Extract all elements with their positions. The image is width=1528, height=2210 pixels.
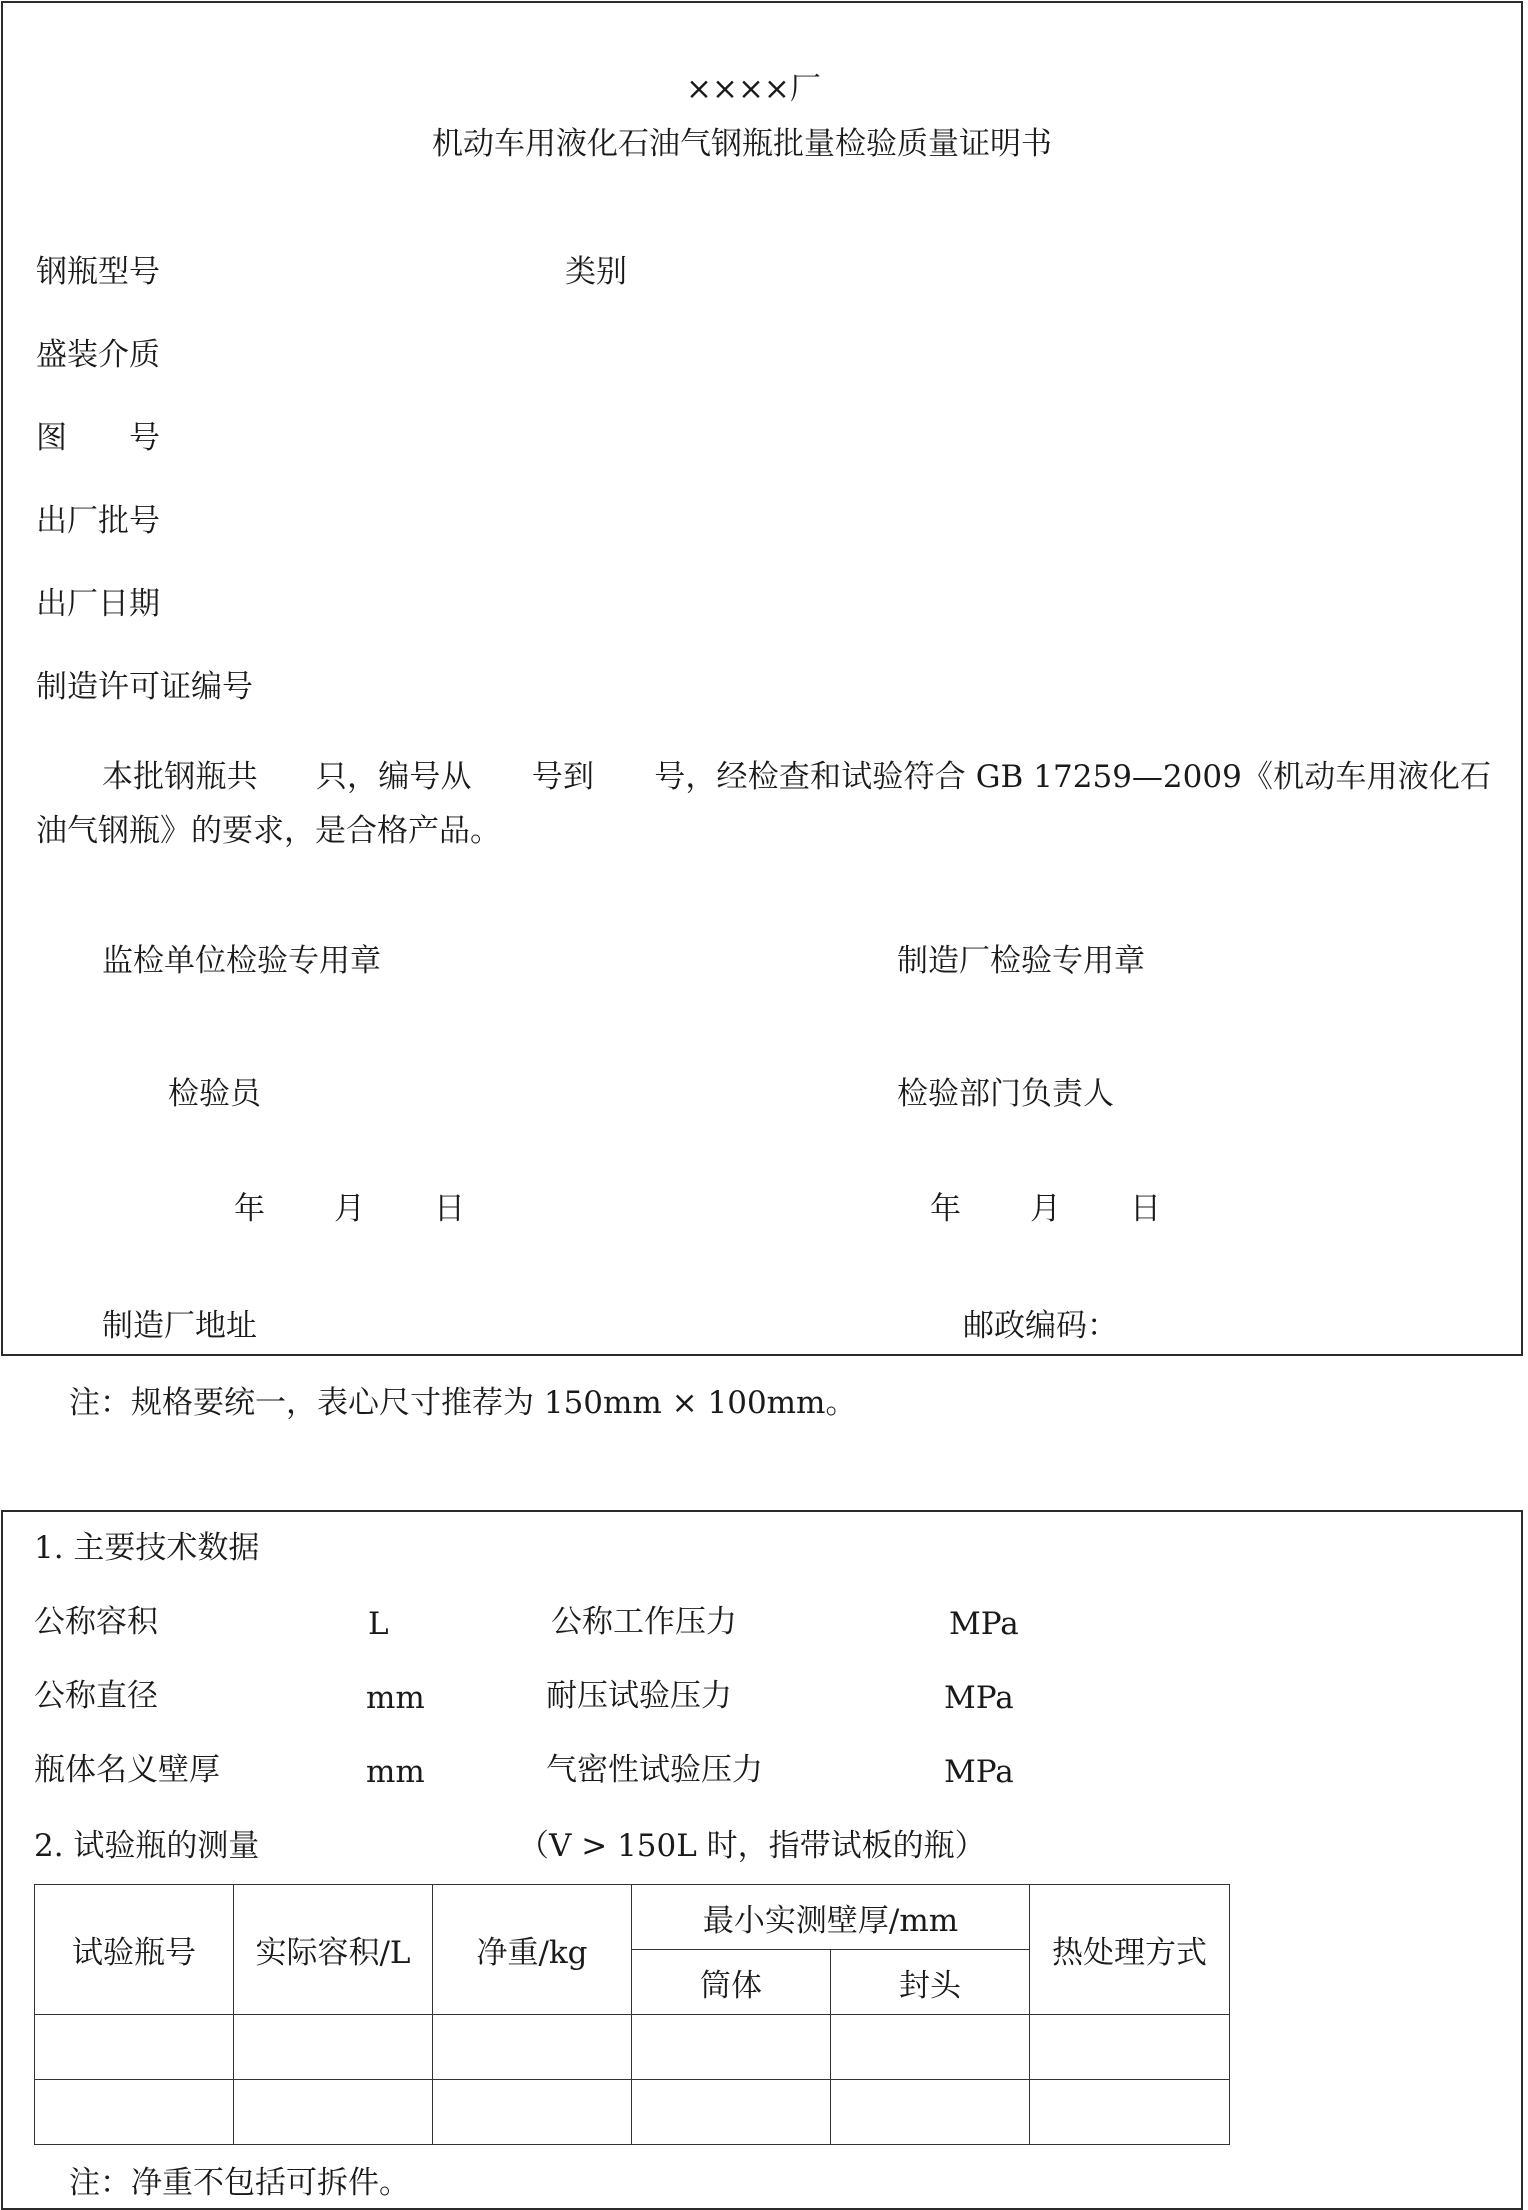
statement-part-1: 本批钢瓶共: [102, 759, 258, 795]
field-medium-label: 盛装介质: [36, 337, 160, 373]
tech-row-2-unit: mm: [366, 1680, 425, 1716]
table-cell: [433, 2080, 632, 2145]
field-drawing-no-label: 图 号: [36, 420, 160, 456]
net-weight-note: 注：净重不包括可拆件。: [69, 2165, 410, 2201]
field-model-label: 钢瓶型号: [36, 254, 160, 290]
tech-row-3-unit: mm: [366, 1754, 425, 1790]
manufacturer-seal-label: 制造厂检验专用章: [897, 943, 1145, 979]
section-2-note: （V > 150L 时，指带试板的瓶）: [518, 1828, 986, 1864]
left-date-day: 日: [434, 1191, 465, 1227]
field-license-no-label: 制造许可证编号: [36, 669, 253, 705]
manufacturer-address-label: 制造厂地址: [102, 1308, 257, 1344]
header-head: 封头: [831, 1950, 1030, 2015]
table-cell: [1030, 2080, 1230, 2145]
field-category-label: 类别: [565, 254, 627, 290]
table-cell: [234, 2080, 433, 2145]
statement-part-2: 只，编号从: [315, 759, 472, 795]
left-date-year: 年: [234, 1191, 265, 1227]
table-cell: [35, 2080, 234, 2145]
header-bottle-no: 试验瓶号: [35, 1885, 234, 2015]
table-cell: [831, 2080, 1030, 2145]
dept-head-label: 检验部门负责人: [897, 1076, 1114, 1112]
field-batch-no-label: 出厂批号: [36, 503, 160, 539]
tech-row-3-unit2: MPa: [944, 1754, 1014, 1790]
header-min-thickness: 最小实测壁厚/mm: [632, 1885, 1030, 1950]
header-actual-volume: 实际容积/L: [234, 1885, 433, 2015]
right-date-month: 月: [1030, 1191, 1061, 1227]
table-cell: [433, 2015, 632, 2080]
table-cell: [1030, 2015, 1230, 2080]
document-title: 机动车用液化石油气钢瓶批量检验质量证明书: [432, 126, 1052, 162]
header-heat-treatment: 热处理方式: [1030, 1885, 1230, 2015]
tech-row-3-label: 瓶体名义壁厚: [34, 1752, 220, 1788]
format-note: 注：规格要统一，表心尺寸推荐为 150mm × 100mm。: [69, 1385, 857, 1421]
table-cell: [632, 2080, 831, 2145]
factory-title: ××××厂: [686, 71, 821, 107]
right-date-year: 年: [930, 1191, 961, 1227]
tech-row-2-label2: 耐压试验压力: [546, 1678, 732, 1714]
tech-row-1-label: 公称容积: [34, 1604, 158, 1640]
table-cell: [831, 2015, 1030, 2080]
table-row: [35, 2015, 1230, 2080]
postcode-label: 邮政编码：: [963, 1308, 1118, 1344]
table-header-row: [35, 1885, 1230, 1950]
header-net-weight: 净重/kg: [433, 1885, 632, 2015]
tech-row-1-unit: L: [368, 1606, 389, 1642]
field-date-label: 出厂日期: [36, 586, 160, 622]
table-row: [35, 2080, 1230, 2145]
tech-row-1-unit2: MPa: [949, 1606, 1019, 1642]
table-cell: [632, 2015, 831, 2080]
statement-part-3: 号到: [531, 759, 595, 795]
inspector-label: 检验员: [168, 1076, 261, 1112]
statement-part-4: 号，经检查和试验符合 GB 17259—2009《机动车用液化石油气钢瓶》的要求，是合格产品。: [36, 759, 1492, 849]
measurement-table: [34, 1884, 1230, 2145]
tech-row-2-unit2: MPa: [944, 1680, 1014, 1716]
compliance-statement: [36, 750, 1491, 858]
tech-row-2-label: 公称直径: [34, 1678, 158, 1714]
supervision-seal-label: 监检单位检验专用章: [102, 943, 381, 979]
tech-row-1-label2: 公称工作压力: [551, 1604, 737, 1640]
table-cell: [234, 2015, 433, 2080]
right-date-day: 日: [1130, 1191, 1161, 1227]
header-shell: 筒体: [632, 1950, 831, 2015]
section-1-title: 1. 主要技术数据: [34, 1530, 260, 1566]
section-2-title: 2. 试验瓶的测量: [34, 1828, 260, 1864]
left-date-month: 月: [334, 1191, 365, 1227]
table-cell: [35, 2015, 234, 2080]
tech-row-3-label2: 气密性试验压力: [546, 1752, 763, 1788]
